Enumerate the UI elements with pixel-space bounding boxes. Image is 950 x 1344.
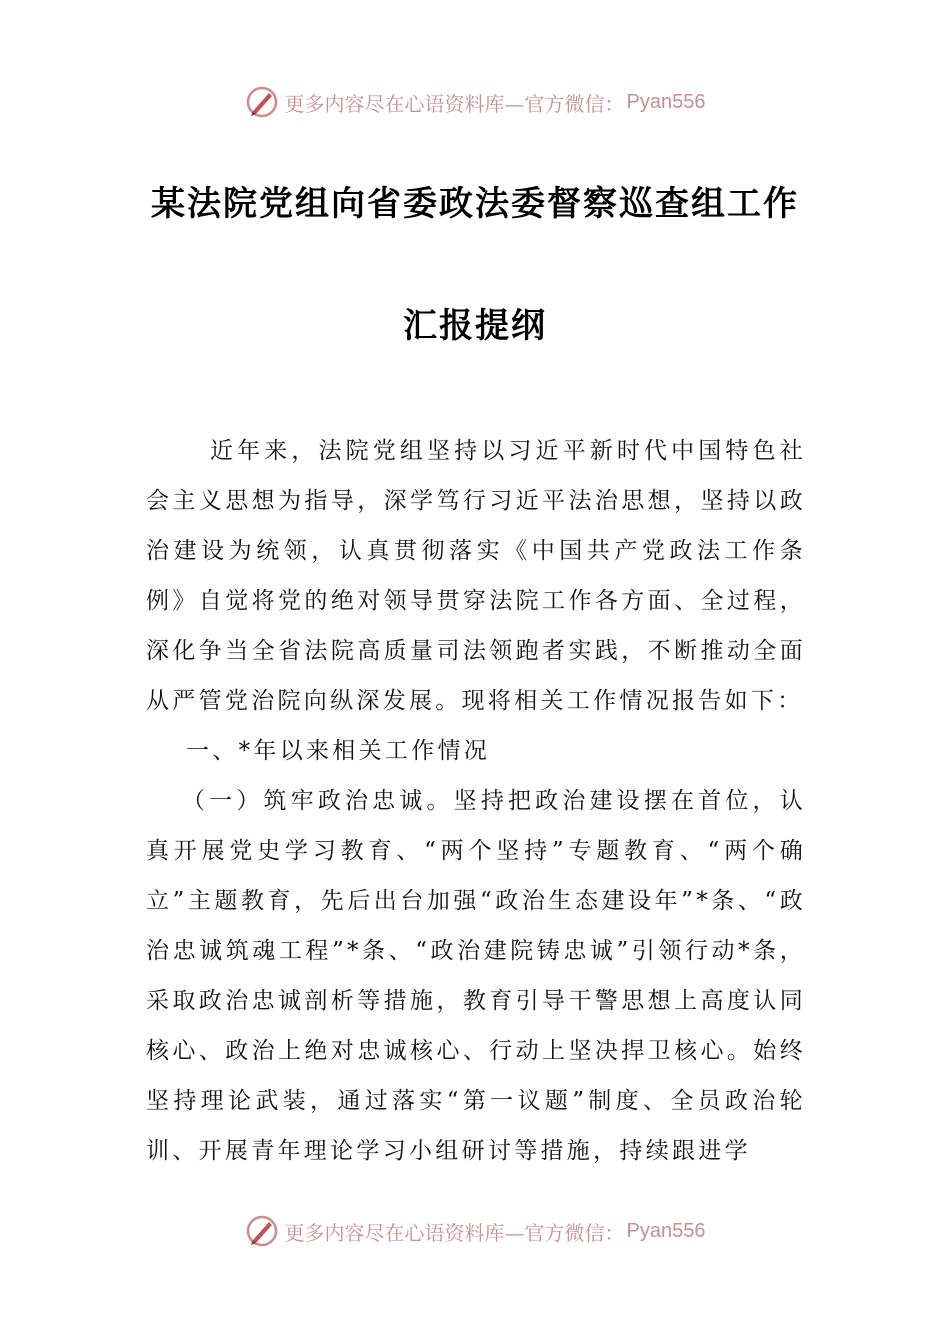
watermark-banner-bottom <box>0 1211 950 1251</box>
pen-logo-icon <box>245 85 279 119</box>
watermark-id: Pyan556 <box>626 1219 706 1242</box>
document-title-line1: 某法院党组向省委政法委督察巡查组工作 <box>151 184 799 224</box>
watermark-text: 更多内容尽在心语资料库—官方微信： <box>284 1220 625 1245</box>
section-heading-1: 一、*年以来相关工作情况 <box>186 738 491 764</box>
intro-paragraph: 近年来，法院党组坚持以习近平新时代中国特色社会主义思想为指导，深学笃行习近平法治思想，坚持以政治建设为统领，认真贯彻落实《中国共产党政法工作条例》自觉将党的绝对领导贯穿法院工作各方面、全过程，深化争当全省法院高质量司法领跑者实践，不断推动全面从严管党治院向纵深发展。现将相关工作情况报告如下： <box>146 438 806 714</box>
watermark-text: 更多内容尽在心语资料库—官方微信： <box>284 91 625 116</box>
document-body <box>146 426 806 1176</box>
subsection-paragraph-1: （一）筑牢政治忠诚。坚持把政治建设摆在首位，认真开展党史学习教育、“两个坚持”专题教育、“两个确立”主题教育，先后出台加强“政治生态建设年”*条、“政治忠诚筑魂工程”*条、“政治建院铸忠诚”引领行动*条，采取政治忠诚剖析等措施，教育引导干警思想上高度认同核心、政治上绝对忠诚核心、行动上坚决捍卫核心。始终坚持理论武装，通过落实“第一议题”制度、全员政治轮训、开展青年理论学习小组研讨等措施，持续跟进学 <box>146 788 806 1164</box>
document-title-line2: 汇报提纲 <box>403 306 547 346</box>
watermark-id: Pyan556 <box>626 90 706 113</box>
watermark-banner-top <box>0 82 950 122</box>
pen-logo-icon <box>245 1214 279 1248</box>
